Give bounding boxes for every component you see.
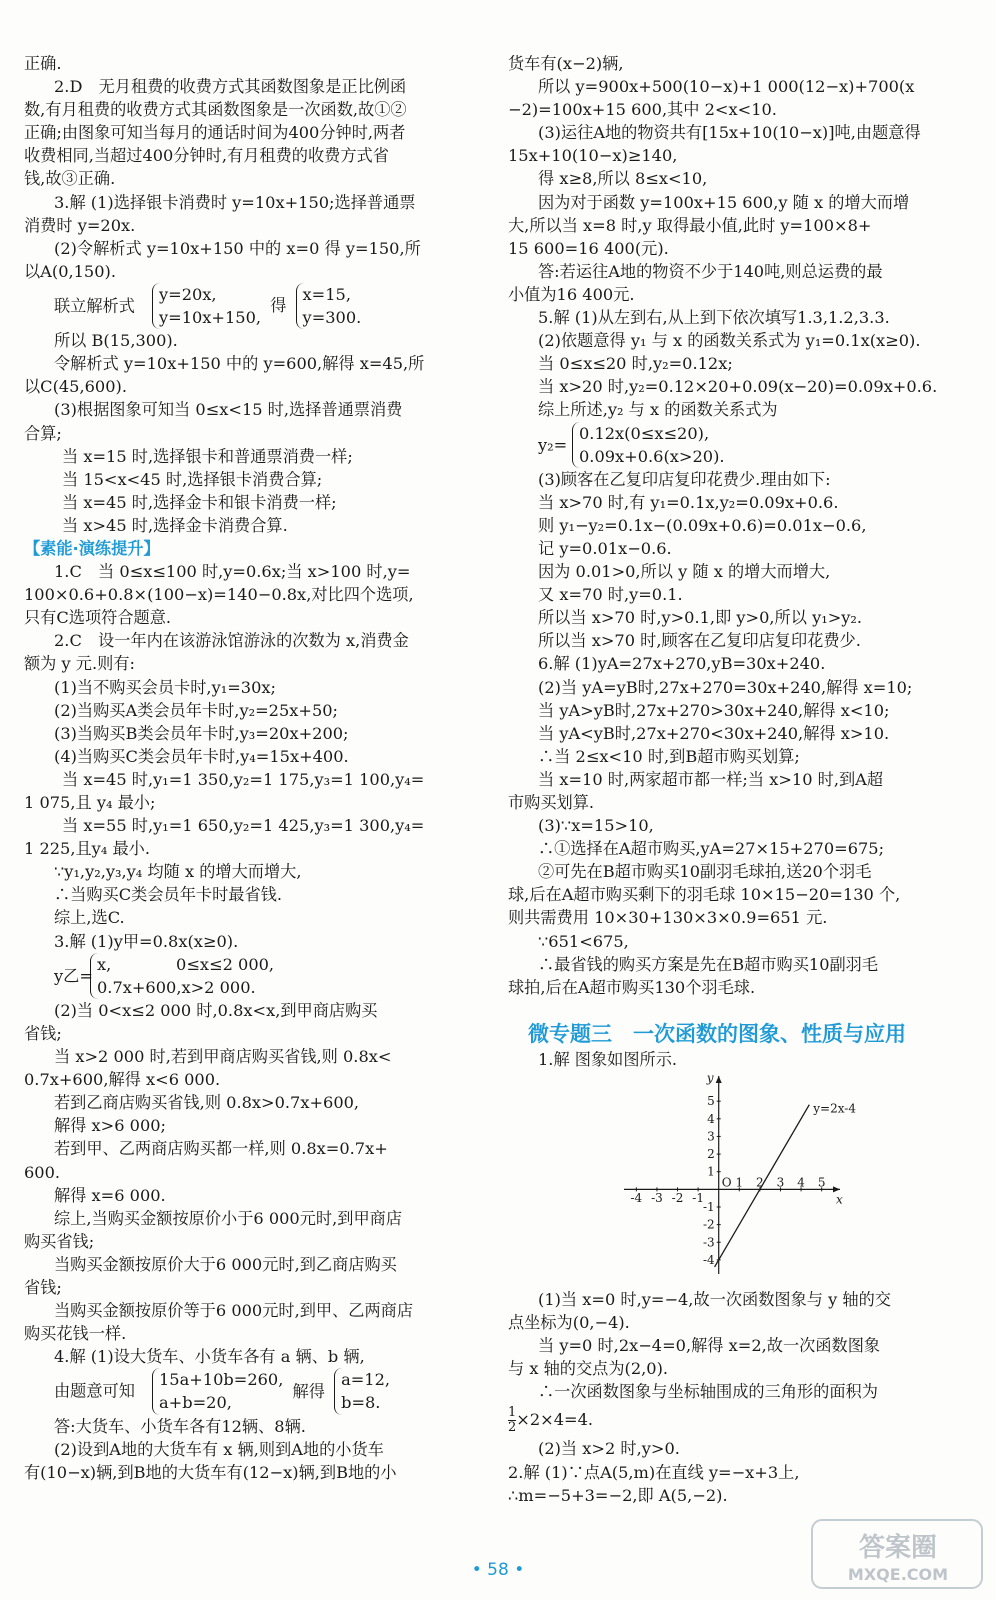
equation-system: [24, 1368, 492, 1414]
x-tick-label: -2: [671, 1191, 684, 1206]
system-row: y=20x,: [159, 284, 217, 304]
system-lead: y₂=: [538, 435, 568, 455]
text-line: 当 15<x<45 时,选择银卡消费合算;: [62, 469, 323, 489]
text-line: 又 x=70 时,y=0.1.: [538, 585, 683, 605]
y-axis-name: y: [706, 1071, 714, 1085]
text-line: 解得 x>6 000;: [54, 1116, 167, 1136]
brace: [296, 283, 362, 329]
text-line: 正确.: [24, 54, 62, 73]
system-lead: 由题意可知: [54, 1381, 135, 1401]
x-tick-label: 3: [776, 1175, 785, 1190]
y-tick-label: -2: [703, 1217, 715, 1232]
x-tick-label: 2: [756, 1175, 764, 1190]
text-line: 0.7x+600,解得 x<6 000.: [24, 1070, 221, 1090]
text-line: 当购买金额按原价大于6 000元时,到乙商店购买: [54, 1254, 397, 1274]
text-line: (2)当购买A类会员年卡时,y₂=25x+50;: [54, 700, 338, 720]
formula-rest: ×2×4=4.: [516, 1410, 594, 1430]
equation-system: [24, 953, 492, 999]
text-line: ∵y₁,y₂,y₃,y₄ 均随 x 的增大而增大,: [54, 862, 302, 882]
text-line: 当 0≤x≤20 时,y₂=0.12x;: [538, 354, 733, 374]
x-tick-label: 4: [797, 1175, 805, 1190]
text-line: 当 x>45 时,选择金卡消费合算.: [62, 515, 288, 535]
text-line: 1 225,且y₄ 最小.: [24, 839, 150, 859]
function-graph: [618, 1071, 857, 1282]
left-column: [24, 52, 492, 1484]
y-tick-label: 4: [707, 1111, 715, 1126]
text-line: 当 yA>yB时,27x+270>30x+240,解得 x<10;: [538, 700, 890, 720]
system-row: 0.12x(0≤x≤20),: [579, 423, 710, 443]
text-line: (4)当购买C类会员年卡时,y₄=15x+400.: [54, 746, 349, 766]
system-lead: y乙=: [54, 966, 93, 986]
text-line: 因为 0.01>0,所以 y 随 x 的增大而增大,: [538, 562, 831, 582]
y-tick-label: -4: [703, 1252, 715, 1267]
fraction-denominator: 2: [508, 1420, 517, 1436]
text-line: 正确;由图象可知当每月的通话时间为400分钟时,两者: [24, 123, 406, 143]
system-row: b=8.: [341, 1393, 381, 1413]
text-line: ∴当 2≤x<10 时,到B超市购买划算;: [538, 746, 800, 766]
text-line: ∴当购买C类会员年卡时最省钱.: [54, 885, 282, 905]
y-tick-label: 5: [707, 1094, 715, 1109]
text-line: 所以当 x>70 时,顾客在乙复印店复印花费少.: [538, 631, 861, 651]
system-lead: 联立解析式: [54, 296, 135, 316]
right-column-lower: [508, 1048, 976, 1071]
text-line: (1)当 x=0 时,y=−4,故一次函数图象与 y 轴的交: [538, 1290, 891, 1309]
system-row: 0.09x+0.6(x>20).: [579, 446, 725, 466]
text-line: 若到甲、乙两商店购买都一样,则 0.8x=0.7x+: [54, 1139, 388, 1159]
y-tick-label: -1: [703, 1199, 715, 1214]
text-line: 当购买金额按原价等于6 000元时,到甲、乙两商店: [54, 1301, 414, 1321]
text-line: 当 x=45 时,y₁=1 350,y₂=1 175,y₃=1 100,y₄=: [62, 769, 425, 789]
text-line: ∴①选择在A超市购买,yA=27×15+270=675;: [538, 839, 885, 859]
text-line: −2)=100x+15 600,其中 2<x<10.: [508, 100, 777, 120]
watermark-icon: [810, 1514, 986, 1594]
text-line: 当 x>20 时,y₂=0.12×20+0.09(x−20)=0.09x+0.6.: [538, 377, 938, 397]
text-line: 省钱;: [24, 1023, 62, 1043]
text-line: (3)根据图象可知当 0≤x<15 时,选择普通票消费: [54, 400, 403, 420]
y-tick-label: 2: [707, 1147, 715, 1162]
text-line: (2)当 0<x≤2 000 时,0.8x<x,到甲商店购买: [54, 1000, 378, 1020]
x-tick-label: 5: [817, 1175, 826, 1190]
text-line: 因为对于函数 y=100x+15 600,y 随 x 的增大而增: [538, 192, 910, 212]
brace: [152, 283, 261, 329]
text-line: 当 x=15 时,选择银卡和普通票消费一样;: [62, 446, 353, 466]
text-line: 1.C 当 0≤x≤100 时,y=0.6x;当 x>100 时,y=: [54, 562, 411, 582]
text-line: 2.C 设一年内在该游泳馆游泳的次数为 x,消费金: [54, 631, 409, 651]
text-line: 所以当 x>70 时,y>0.1,即 y>0,所以 y₁>y₂.: [538, 608, 863, 628]
text-line: 有(10−x)辆,到B地的大货车有(12−x)辆,到B地的小: [24, 1462, 397, 1482]
y-axis-arrow: [716, 1076, 722, 1083]
text-line: (2)当 x>2 时,y>0.: [538, 1439, 680, 1459]
text-line: 15x+10(10−x)≥140,: [508, 146, 678, 166]
brace: [90, 953, 274, 999]
right-column: [508, 52, 976, 999]
text-line: 当 x>70 时,有 y₁=0.1x,y₂=0.09x+0.6.: [538, 492, 839, 512]
text-line: 省钱;: [24, 1277, 62, 1297]
text-line: 得 x≥8,所以 8≤x<10,: [538, 169, 708, 189]
text-line: 则共需费用 10×30+130×3×0.9=651 元.: [508, 908, 828, 928]
text-line: 大,所以当 x=8 时,y 取得最小值,此时 y=100×8+: [508, 215, 872, 235]
page-number: • 58 •: [471, 1560, 525, 1580]
text-line: 4.解 (1)设大货车、小货车各有 a 辆、b 辆,: [54, 1347, 365, 1367]
area-formula: [508, 1403, 976, 1437]
text-line: 当 x=55 时,y₁=1 650,y₂=1 425,y₃=1 300,y₄=: [62, 816, 425, 836]
text-line: 100×0.6+0.8×(100−x)=140−0.8x,对比四个选项,: [24, 585, 414, 605]
text-line: 5.解 (1)从左到右,从上到下依次填写1.3,1.2,3.3.: [538, 308, 890, 328]
text-line: 当 x=45 时,选择金卡和银卡消费一样;: [62, 492, 337, 512]
text-line: 当 x=10 时,两家超市都一样;当 x>10 时,到A超: [538, 769, 884, 789]
text-line: ∵651<675,: [538, 931, 629, 951]
brace: [334, 1368, 390, 1414]
text-line: 则 y₁−y₂=0.1x−(0.09x+0.6)=0.01x−0.6,: [538, 515, 867, 535]
text-line: 600.: [24, 1162, 61, 1182]
text-line: 2.D 无月租费的收费方式其函数图象是正比例函: [54, 77, 407, 97]
text-line: 当 y=0 时,2x−4=0,解得 x=2,故一次函数图象: [538, 1336, 881, 1356]
text-line: 球拍,后在A超市购买130个羽毛球.: [508, 977, 756, 997]
text-line: 钱,故③正确.: [24, 169, 116, 189]
text-line: 小值为16 400元.: [508, 284, 635, 304]
text-line: ②可先在B超市购买10副羽毛球拍,送20个羽毛: [538, 862, 872, 882]
text-line: 令解析式 y=10x+150 中的 y=600,解得 x=45,所: [54, 354, 425, 374]
system-row: a=12,: [341, 1370, 391, 1390]
svg-text:MXQE.COM: MXQE.COM: [847, 1565, 949, 1584]
x-tick-label: 1: [735, 1175, 744, 1190]
text-line: 2.解 (1)∵点A(5,m)在直线 y=−x+3上,: [508, 1462, 800, 1482]
text-line: 球,后在A超市购买剩下的羽毛球 10×15−20=130 个,: [508, 885, 901, 905]
system-row: x=15,: [302, 284, 351, 304]
section-heading: 微专题三 一次函数的图象、性质与应用: [528, 1022, 906, 1046]
text-line: (3)运往A地的物资共有[15x+10(10−x)]吨,由题意得: [538, 123, 921, 143]
text-line: 3.解 (1)选择银卡消费时 y=10x+150;选择普通票: [54, 192, 416, 212]
text-line: 1 075,且 y₄ 最小;: [24, 793, 156, 812]
x-tick-label: -3: [651, 1191, 663, 1206]
text-line: 综上,当购买金额按原价小于6 000元时,到甲商店: [54, 1208, 403, 1228]
text-line: 货车有(x−2)辆,: [508, 54, 624, 73]
system-mid: 得: [270, 296, 287, 316]
watermark-logo: [810, 1514, 986, 1594]
text-line: ∴最省钱的购买方案是先在B超市购买10副羽毛: [538, 954, 879, 974]
y-tick-label: 3: [707, 1129, 715, 1144]
text-line: 3.解 (1)y甲=0.8x(x≥0).: [54, 931, 239, 951]
text-line: 额为 y 元.则有:: [24, 654, 135, 674]
text-line: ∴一次函数图象与坐标轴围成的三角形的面积为: [538, 1382, 878, 1402]
fraction-numerator: 1: [508, 1405, 517, 1421]
text-line: 答:大货车、小货车各有12辆、8辆.: [54, 1416, 306, 1436]
x-axis-name: x: [836, 1192, 843, 1207]
text-line: 1.解 图象如图所示.: [538, 1050, 678, 1069]
system-row: x, 0≤x≤2 000,: [97, 954, 275, 974]
text-line: 以A(0,150).: [24, 261, 116, 281]
system-row: 15a+10b=260,: [159, 1370, 284, 1390]
equation-system: [508, 422, 976, 468]
text-line: (3)∵x=15>10,: [538, 816, 654, 836]
right-column-bottom: [508, 1288, 976, 1507]
system-row: y=10x+150,: [159, 308, 262, 328]
text-line: 消费时 y=20x.: [24, 215, 136, 235]
text-line: (2)设到A地的大货车有 x 辆,则到A地的小货车: [54, 1439, 384, 1459]
text-line: 与 x 轴的交点为(2,0).: [508, 1359, 669, 1379]
text-line: 记 y=0.01x−0.6.: [538, 538, 672, 558]
text-line: 以C(45,600).: [24, 377, 127, 397]
text-line: 所以 B(15,300).: [54, 331, 178, 351]
function-line-label: y=2x-4: [813, 1101, 857, 1116]
text-line: (3)顾客在乙复印店复印花费少.理由如下:: [538, 469, 831, 489]
brace: [572, 422, 725, 468]
text-line: 解得 x=6 000.: [54, 1185, 166, 1205]
system-row: a+b=20,: [159, 1393, 232, 1413]
y-tick-label: -3: [703, 1235, 715, 1250]
section-title: 【素能·演练提升】: [24, 538, 160, 558]
system-row: 0.7x+600,x>2 000.: [97, 977, 256, 997]
system-mid: 解得: [292, 1381, 325, 1401]
text-line: 购买省钱;: [24, 1231, 95, 1251]
brace: [152, 1368, 283, 1414]
text-line: 若到乙商店购买省钱,则 0.8x>0.7x+600,: [54, 1093, 360, 1113]
text-line: 答:若运往A地的物资不少于140吨,则总运费的最: [538, 261, 883, 281]
y-tick-label: 1: [707, 1164, 715, 1179]
text-line: 只有C选项符合题意.: [24, 608, 172, 628]
text-line: ∴m=−5+3=−2,即 A(5,−2).: [508, 1485, 728, 1505]
text-line: (1)当不购买会员卡时,y₁=30x;: [54, 677, 276, 697]
text-line: 数,有月租费的收费方式其函数图象是一次函数,故①②: [24, 100, 407, 120]
text-line: 6.解 (1)yA=27x+270,yB=30x+240.: [538, 654, 826, 674]
text-line: 综上所述,y₂ 与 x 的函数关系式为: [538, 400, 778, 420]
text-line: 综上,选C.: [54, 908, 125, 928]
text-line: 当 x>2 000 时,若到甲商店购买省钱,则 0.8x<: [54, 1047, 392, 1067]
x-tick-label: -1: [692, 1191, 704, 1206]
text-line: (2)令解析式 y=10x+150 中的 x=0 得 y=150,所: [54, 238, 421, 258]
equation-system: [24, 283, 492, 329]
text-line: (2)当 yA=yB时,27x+270=30x+240,解得 x=10;: [538, 677, 913, 697]
text-line: 所以 y=900x+500(10−x)+1 000(12−x)+700(x: [538, 77, 915, 97]
svg-text:答案圈: 答案圈: [858, 1533, 938, 1563]
text-line: (3)当购买B类会员年卡时,y₃=20x+200;: [54, 723, 349, 743]
text-line: 合算;: [24, 423, 62, 443]
x-tick-label: -4: [630, 1191, 643, 1206]
origin-label: O: [721, 1175, 732, 1190]
text-line: 收费相同,当超过400分钟时,有月租费的收费方式省: [24, 146, 389, 166]
system-row: y=300.: [302, 308, 362, 328]
text-line: 当 yA<yB时,27x+270<30x+240,解得 x>10.: [538, 723, 890, 743]
text-line: (2)依题意得 y₁ 与 x 的函数关系式为 y₁=0.1x(x≥0).: [538, 331, 921, 351]
text-line: 点坐标为(0,−4).: [508, 1313, 630, 1333]
text-line: 15 600=16 400(元).: [508, 238, 669, 258]
text-line: 市购买划算.: [508, 793, 595, 812]
text-line: 购买花钱一样.: [24, 1324, 127, 1344]
